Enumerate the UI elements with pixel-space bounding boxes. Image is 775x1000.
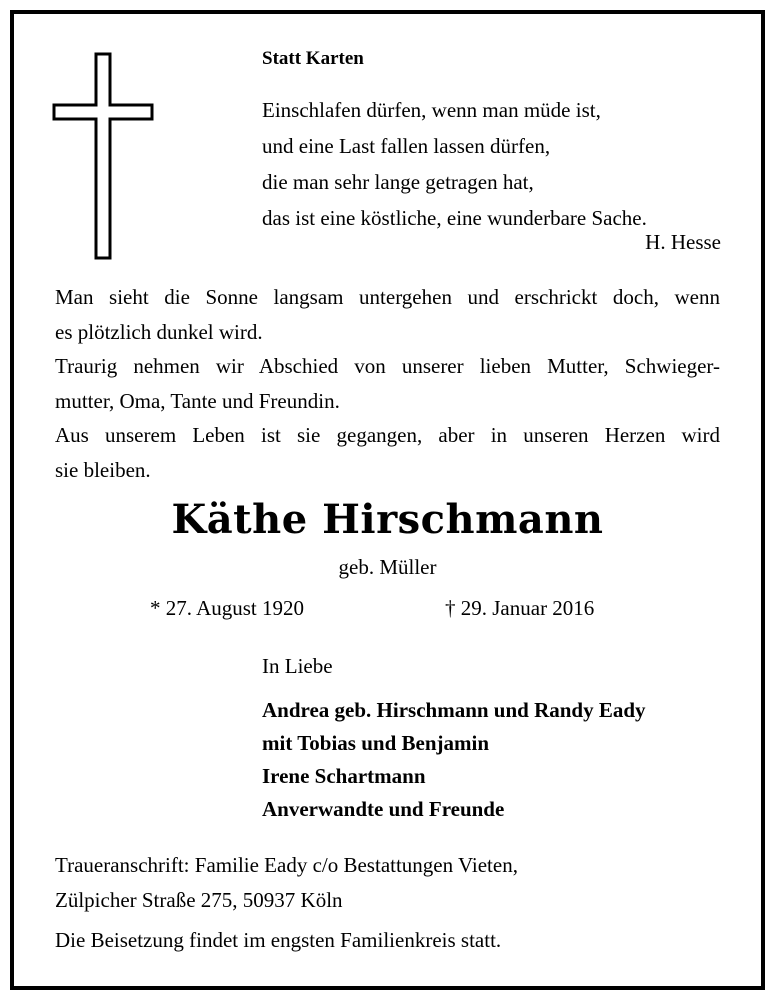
header-title: Statt Karten (262, 48, 364, 69)
poem-line: Einschlafen dürfen, wenn man müde ist, (262, 98, 601, 122)
poem (262, 92, 722, 236)
mourner-name: Andrea geb. Hirschmann und Randy Eady (262, 698, 646, 722)
death-date: † 29. Januar 2016 (445, 596, 595, 620)
maiden-name: geb. Müller (338, 555, 437, 579)
poem-author: H. Hesse (645, 230, 721, 254)
mourners-intro: In Liebe (262, 654, 333, 678)
mourner-name: mit Tobias und Benjamin (262, 731, 490, 755)
message-line: sie bleiben. (55, 457, 151, 482)
mourner-name: Irene Schartmann (262, 764, 426, 788)
cross-icon (52, 52, 154, 260)
message-line: Aus unserem Leben ist sie gegangen, aber in unseren Herzen wird (55, 423, 720, 447)
deceased-name: Käthe Hirschmann (171, 496, 604, 543)
message-line: Man sieht die Sonne langsam untergehen und erschrickt doch, wenn (55, 285, 720, 309)
mourners-list (262, 694, 646, 826)
message-line: Traurig nehmen wir Abschied von unserer lieben Mutter, Schwieger- (55, 354, 720, 378)
poem-line: die man sehr lange getragen hat, (262, 170, 534, 194)
poem-line: und eine Last fallen lassen dürfen, (262, 134, 551, 158)
birth-date: * 27. August 1920 (150, 596, 305, 620)
message (55, 280, 720, 487)
message-line: es plötzlich dunkel wird. (55, 319, 263, 344)
address-line: Zülpicher Straße 275, 50937 Köln (55, 888, 343, 912)
address-line: Traueranschrift: Familie Eady c/o Bestattungen Vieten, (55, 853, 518, 877)
mourning-address (55, 848, 518, 918)
poem-line: das ist eine köstliche, eine wunderbare Sache. (262, 206, 647, 230)
mourner-name: Anverwandte und Freunde (262, 797, 505, 821)
message-line: mutter, Oma, Tante und Freundin. (55, 388, 340, 413)
closing-note: Die Beisetzung findet im engsten Familienkreis statt. (55, 928, 502, 952)
